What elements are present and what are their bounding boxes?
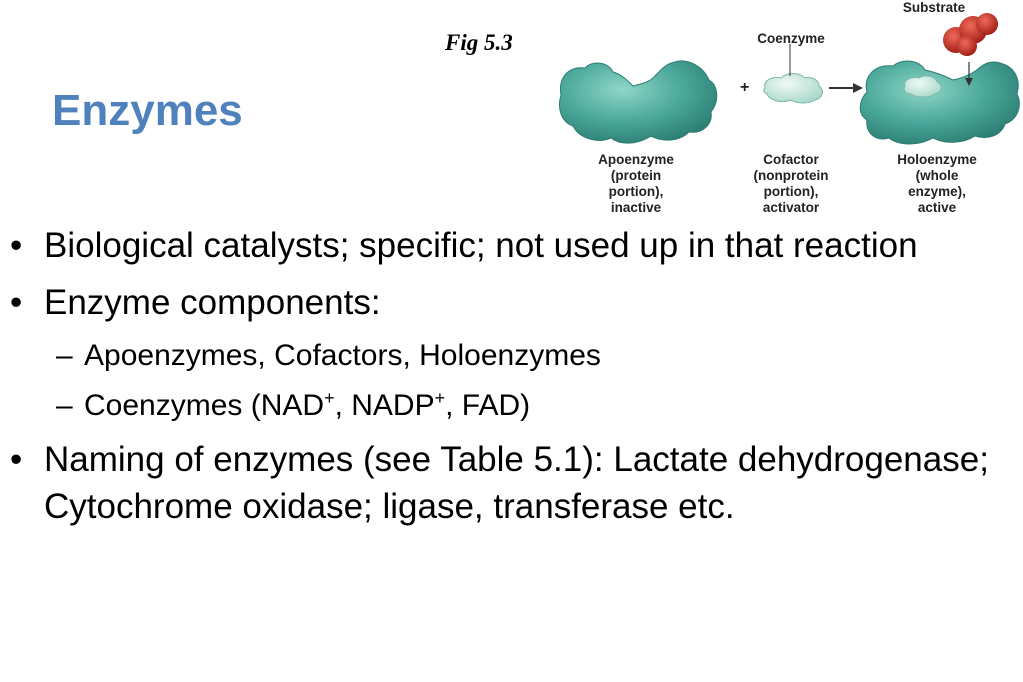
figure-label: Fig 5.3	[445, 30, 513, 55]
caption-cofactor	[731, 152, 851, 216]
bullet-marker: •	[10, 283, 23, 322]
caption-line: Cofactor	[763, 152, 819, 167]
caption-line: (whole	[915, 168, 959, 183]
bullet-item	[0, 222, 1000, 269]
coenzyme-label: Coenzyme	[757, 31, 825, 46]
caption-line: enzyme),	[908, 184, 966, 199]
caption-line: (protein	[610, 168, 662, 183]
plus-sign: +	[740, 79, 750, 96]
substrate-label: Substrate	[902, 0, 966, 15]
caption-line: inactive	[610, 200, 662, 215]
caption-line: Apoenzyme	[598, 152, 674, 167]
caption-line: activator	[762, 200, 820, 215]
superscript-plus: +	[434, 388, 446, 408]
bullet-item	[0, 436, 1000, 530]
holoenzyme-cofactor	[904, 76, 941, 97]
caption-line: (nonprotein	[753, 168, 829, 183]
caption-apoenzyme	[576, 152, 696, 216]
bullet-item	[0, 279, 1000, 326]
caption-holoenzyme	[877, 152, 997, 216]
reaction-arrowhead	[853, 83, 863, 93]
sub-bullet-item	[0, 386, 1000, 426]
apoenzyme-shape	[560, 61, 717, 143]
substrate-shape	[943, 13, 998, 56]
superscript-plus: +	[324, 388, 335, 408]
sub-bullet-item	[0, 336, 1000, 376]
bullet-marker: •	[10, 440, 23, 479]
holoenzyme-shape	[860, 61, 1019, 144]
caption-line: active	[917, 200, 957, 215]
enzyme-figure	[553, 0, 1023, 225]
bullet-list	[0, 222, 1000, 540]
sub-bullet-text: Apoenzymes, Cofactors, Holoenzymes	[84, 339, 601, 372]
bullet-text: Biological catalysts; specific; not used up in that reaction	[44, 226, 918, 265]
slide-title: Enzymes	[52, 86, 243, 135]
caption-line: Holoenzyme	[897, 152, 977, 167]
coenzyme-text-a: Coenzymes (NAD	[84, 389, 325, 422]
caption-line: portion),	[763, 184, 819, 199]
coenzyme-text-b: , NADP	[334, 389, 435, 422]
bullet-marker: •	[10, 226, 23, 265]
bullet-text: Naming of enzymes (see Table 5.1): Lactate dehydrogenase; Cytochrome oxidase; ligase, transferase etc.	[44, 440, 989, 526]
sub-bullet-text	[84, 389, 530, 422]
caption-line: portion),	[608, 184, 664, 199]
cofactor-shape	[764, 74, 823, 104]
coenzyme-text-c: , FAD)	[445, 389, 531, 422]
sub-bullet-marker: –	[56, 389, 73, 422]
sub-bullet-marker: –	[56, 339, 73, 372]
bullet-text: Enzyme components:	[44, 283, 381, 322]
